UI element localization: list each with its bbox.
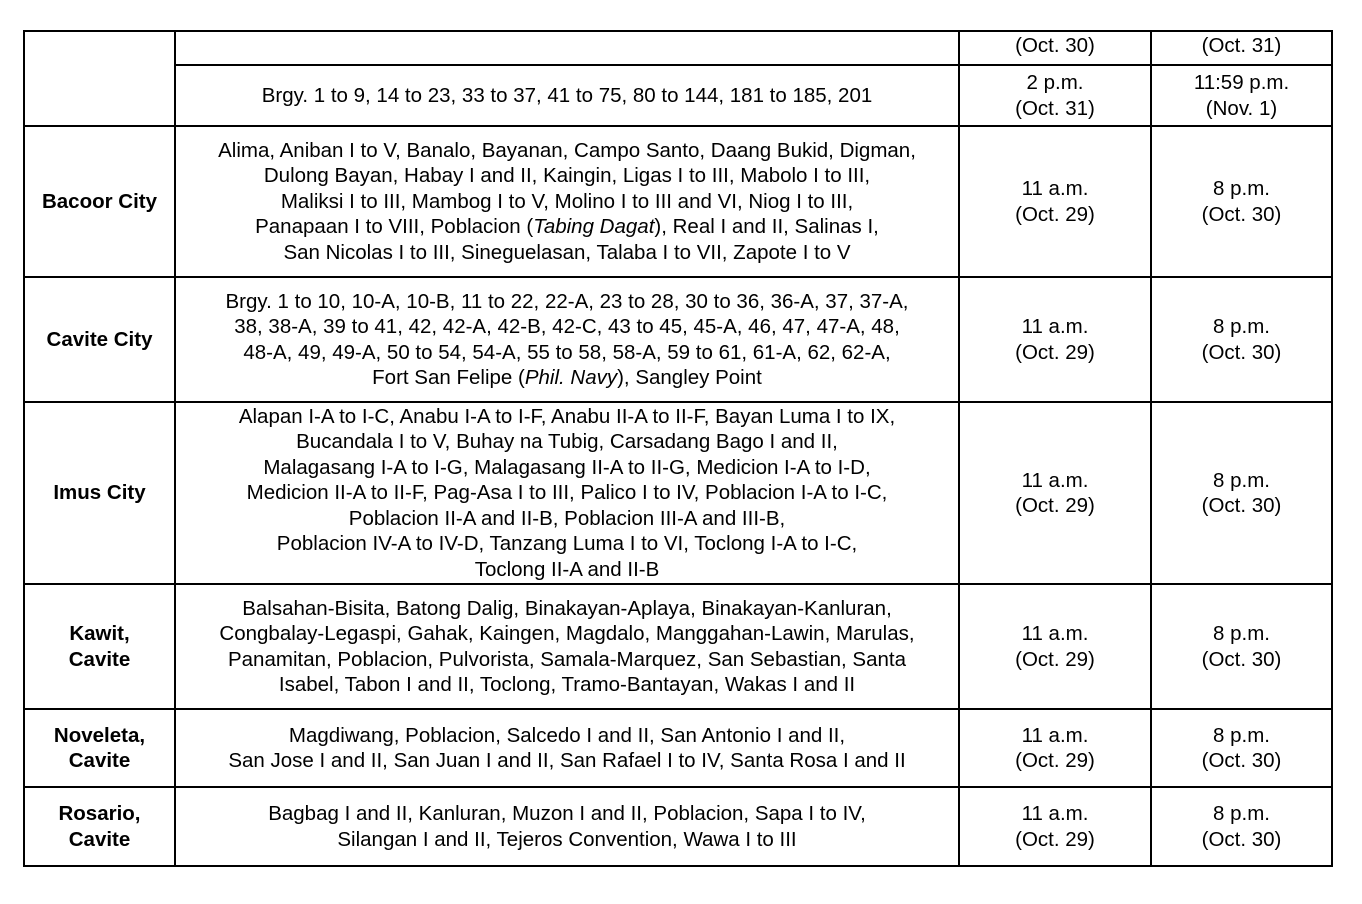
start-cell xyxy=(959,31,1151,65)
table-row xyxy=(24,277,1332,402)
table-row xyxy=(24,787,1332,866)
end-cell: 8 p.m. (Oct. 30) xyxy=(1151,402,1332,584)
area-cell: Rosario, Cavite xyxy=(24,787,175,866)
table-row xyxy=(24,584,1332,709)
end-cell: 11:59 p.m. (Nov. 1) xyxy=(1151,65,1332,126)
area-cell: Imus City xyxy=(24,402,175,584)
table-row xyxy=(24,65,1332,126)
end-cell: 8 p.m. (Oct. 30) xyxy=(1151,126,1332,277)
area-cell xyxy=(24,31,175,126)
barangay-cell: Brgy. 1 to 9, 14 to 23, 33 to 37, 41 to 75, 80 to 144, 181 to 185, 201 xyxy=(175,65,959,126)
area-cell: Cavite City xyxy=(24,277,175,402)
table-row xyxy=(24,126,1332,277)
start-cell: 11 a.m. (Oct. 29) xyxy=(959,402,1151,584)
end-cell xyxy=(1151,31,1332,65)
barangay-cell: Alima, Aniban I to V, Banalo, Bayanan, Campo Santo, Daang Bukid, Digman, Dulong Bayan, Habay I and II, Kaingin, Ligas I to III, Mabolo I to III, Maliksi I to III, Mambog I to V, Molino I to III and VI, Niog I to III, Panapaan I to VIII, Poblacion (Tabing Dagat), Real I and II, Salinas I, San Nicolas I to III, Sineguelasan, Talaba I to VII, Zapote I to V xyxy=(175,126,959,277)
area-cell: Bacoor City xyxy=(24,126,175,277)
table-row xyxy=(24,402,1332,584)
schedule-table xyxy=(23,30,1333,867)
start-date: (Oct. 30) xyxy=(1015,33,1095,57)
start-cell: 11 a.m. (Oct. 29) xyxy=(959,277,1151,402)
start-cell: 11 a.m. (Oct. 29) xyxy=(959,584,1151,709)
start-cell: 2 p.m. (Oct. 31) xyxy=(959,65,1151,126)
end-cell: 8 p.m. (Oct. 30) xyxy=(1151,787,1332,866)
barangay-cell: Bagbag I and II, Kanluran, Muzon I and II, Poblacion, Sapa I to IV, Silangan I and II, Tejeros Convention, Wawa I to III xyxy=(175,787,959,866)
end-cell: 8 p.m. (Oct. 30) xyxy=(1151,709,1332,787)
barangay-cell: Alapan I-A to I-C, Anabu I-A to I-F, Anabu II-A to II-F, Bayan Luma I to IX, Bucandala I to V, Buhay na Tubig, Carsadang Bago I and II, Malagasang I-A to I-G, Malagasang II-A to II-G, Medicion I-A to I-D, Medicion II-A to II-F, Pag-Asa I to III, Palico I to IV, Poblacion I-A to I-C, Poblacion II-A and II-B, Poblacion III-A and III-B, Poblacion IV-A to IV-D, Tanzang Luma I to VI, Toclong I-A to I-C, Toclong II-A and II-B xyxy=(175,402,959,584)
end-date: (Oct. 31) xyxy=(1201,33,1282,57)
barangay-cell: Brgy. 1 to 10, 10-A, 10-B, 11 to 22, 22-A, 23 to 28, 30 to 36, 36-A, 37, 37-A, 38, 38-A, 39 to 41, 42, 42-A, 42-B, 42-C, 43 to 45, 45-A, 46, 47, 47-A, 48, 48-A, 49, 49-A, 50 to 54, 54-A, 55 to 58, 58-A, 59 to 61, 61-A, 62, 62-A, Fort San Felipe (Phil. Navy), Sangley Point xyxy=(175,277,959,402)
barangay-cell: Magdiwang, Poblacion, Salcedo I and II, San Antonio I and II, San Jose I and II, San Juan I and II, San Rafael I to IV, Santa Rosa I and II xyxy=(175,709,959,787)
start-cell: 11 a.m. (Oct. 29) xyxy=(959,126,1151,277)
start-cell: 11 a.m. (Oct. 29) xyxy=(959,787,1151,866)
area-cell: Noveleta, Cavite xyxy=(24,709,175,787)
barangay-cell: Balsahan-Bisita, Batong Dalig, Binakayan-Aplaya, Binakayan-Kanluran, Congbalay-Legaspi, Gahak, Kaingen, Magdalo, Manggahan-Lawin, Marulas, Panamitan, Poblacion, Pulvorista, Samala-Marquez, San Sebastian, Santa Isabel, Tabon I and II, Toclong, Tramo-Bantayan, Wakas I and II xyxy=(175,584,959,709)
area-cell: Kawit, Cavite xyxy=(24,584,175,709)
table-row xyxy=(24,31,1332,65)
start-cell: 11 a.m. (Oct. 29) xyxy=(959,709,1151,787)
table-row xyxy=(24,709,1332,787)
barangay-cell xyxy=(175,31,959,65)
end-cell: 8 p.m. (Oct. 30) xyxy=(1151,277,1332,402)
end-cell: 8 p.m. (Oct. 30) xyxy=(1151,584,1332,709)
